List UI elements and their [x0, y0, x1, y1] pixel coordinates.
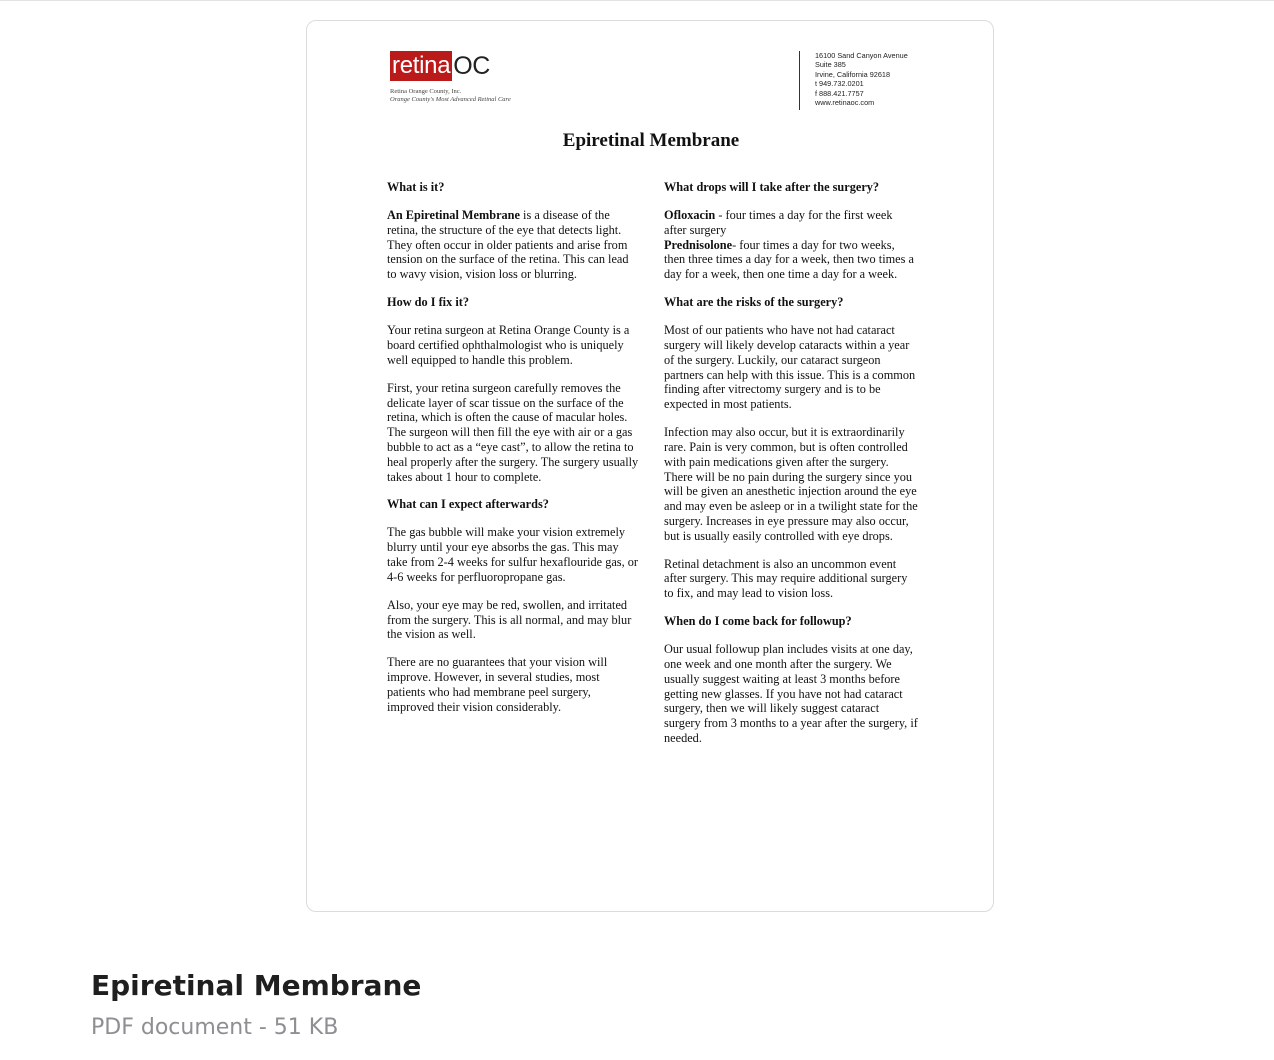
drop-prednisolone [664, 238, 918, 282]
address-phone: t 949.732.0201 [815, 79, 864, 89]
drop-ofloxacin-name: Ofloxacin [664, 207, 716, 222]
left-column [387, 180, 639, 728]
paragraph-surgeon: Your retina surgeon at Retina Orange County is a board certified ophthalmologist who is uniquely well equipped to handle this problem. [387, 323, 630, 367]
document-title: Epiretinal Membrane [562, 130, 740, 151]
right-column [664, 180, 918, 759]
heading-followup: When do I come back for followup? [664, 614, 852, 629]
paragraph-definition [387, 208, 639, 282]
document-preview[interactable] [306, 20, 994, 912]
paragraph-procedure: First, your retina surgeon carefully removes the delicate layer of scar tissue on the surface of the retina, which is often the cause of macular holes. The surgeon will then fill the eye with air or a gas bubble to act as a “eye cast”, to allow the retina to heal properly after the surgery. The surgery usually takes about 1 hour to complete. [387, 380, 639, 484]
logo-word-retina: retina [392, 52, 451, 79]
drop-prednisolone-name: Prednisolone [664, 237, 733, 252]
retinaoc-logo [390, 51, 570, 111]
logo-tagline-company: Retina Orange County, Inc. [390, 88, 462, 95]
logo-word-oc: OC [453, 52, 490, 80]
drop-ofloxacin-text: - four times a day for the first week after surgery [664, 207, 893, 237]
top-divider [0, 0, 1274, 1]
address-street: 16100 Sand Canyon Avenue [815, 51, 908, 60]
header-divider [799, 51, 800, 110]
paragraph-infection: Infection may also occur, but it is extraordinarily rare. Pain is very common, but is often controlled with pain medications given after the surgery. There will be no pain during the surgery since you will be given an anesthetic injection around the eye and may even be asleep or in a twilight state for the surgery. Increases in eye pressure may also occur, but is usually easily controlled with eye drops. [664, 425, 918, 543]
address-fax: f 888.421.7757 [815, 88, 864, 98]
paragraph-followup: Our usual followup plan includes visits at one day, one week and one month after the surgery. We usually suggest waiting at least 3 months before getting new glasses. If you have not had cataract surgery, then we will likely suggest cataract surgery from 3 months to a year after the surgery, if needed. [664, 642, 918, 746]
heading-drops: What drops will I take after the surgery? [664, 180, 880, 194]
address-suite: Suite 385 [815, 60, 846, 70]
definition-text: is a disease of the retina, the structure of the eye that detects light. They often occur in older patients and arise from tension on the surface of the retina. This can lead to wavy vision, vision loss or blurring. [387, 207, 629, 282]
drop-prednisolone-text: - four times a day for two weeks, then three times a day for a week, then two times a day for a week, then one time a day for a week. [664, 237, 914, 282]
paragraph-drops [664, 208, 918, 282]
heading-afterwards: What can I expect afterwards? [387, 497, 549, 512]
drop-ofloxacin [664, 208, 918, 238]
address-website: www.retinaoc.com [815, 98, 875, 108]
term-epiretinal-membrane: An Epiretinal Membrane [387, 207, 520, 222]
paragraph-cataracts: Most of our patients who have not had cataract surgery will likely develop cataracts within a year of the surgery. Luckily, our cataract surgeon partners can help with this issue. This is a common finding after vitrectomy surgery and is to be expected in most patients. [664, 323, 916, 412]
logo-tagline-slogan: Orange County's Most Advanced Retinal Care [390, 96, 511, 103]
heading-how-to-fix: How do I fix it? [387, 295, 469, 310]
paragraph-gas-bubble: The gas bubble will make your vision extremely blurry until your eye absorbs the gas. This may take from 2-4 weeks for sulfur hexaflouride gas, or 4-6 weeks for perfluoropropane gas. [387, 525, 638, 584]
paragraph-guarantees: There are no guarantees that your vision will improve. However, in several studies, most patients who had membrane peel surgery, improved their vision considerably. [387, 655, 608, 714]
heading-what-is-it: What is it? [387, 180, 445, 194]
heading-risks: What are the risks of the surgery? [664, 295, 844, 310]
address-city: Irvine, California 92618 [815, 69, 891, 79]
address-block [815, 51, 980, 107]
paragraph-detachment: Retinal detachment is also an uncommon event after surgery. This may require additional surgery to fix, and may lead to vision loss. [664, 556, 908, 601]
file-meta: PDF document - 51 KB [91, 1015, 339, 1040]
file-name: Epiretinal Membrane [91, 969, 422, 1002]
paragraph-redness: Also, your eye may be red, swollen, and irritated from the surgery. This is all normal, and may blur the vision as well. [387, 597, 632, 642]
